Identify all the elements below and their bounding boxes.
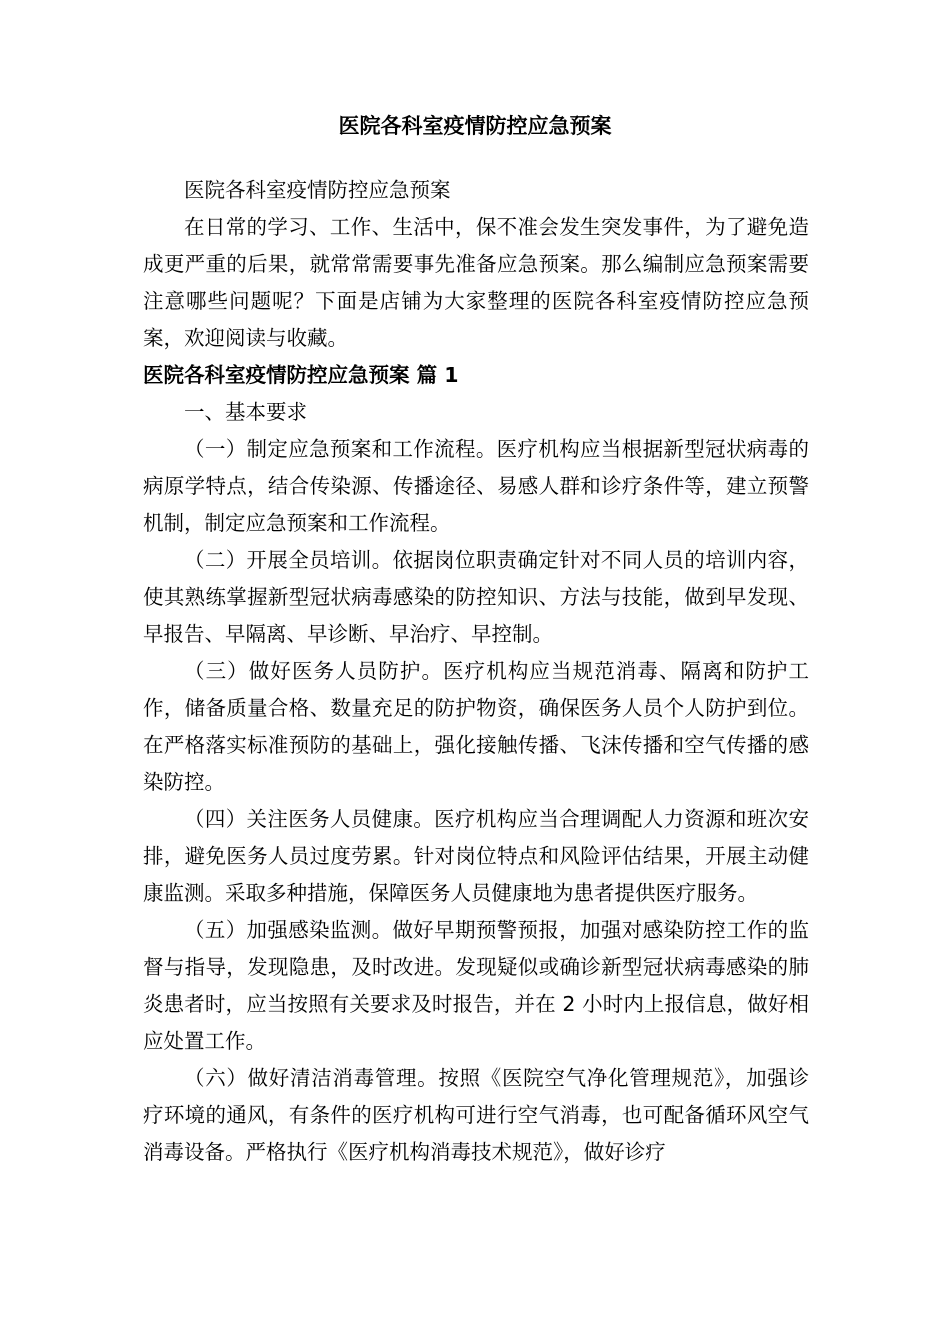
document-title: 医院各科室疫情防控应急预案 — [338, 114, 612, 138]
document-body — [143, 172, 809, 1171]
paragraph-item-5: （五）加强感染监测。做好早期预警预报，加强对感染防控工作的监督与指导，发现隐患，及时改进。发现疑似或确诊新型冠状病毒感染的肺炎患者时，应当按照有关要求及时报告，并在 2 小时内上报信息，做好相应处置工作。 — [143, 918, 809, 1053]
paragraph-item-4: （四）关注医务人员健康。医疗机构应当合理调配人力资源和班次安排，避免医务人员过度劳累。针对岗位特点和风险评估结果，开展主动健康监测。采取多种措施，保障医务人员健康地为患者提供医疗服务。 — [143, 807, 809, 905]
paragraph-intro: 在日常的学习、工作、生活中，保不准会发生突发事件，为了避免造成更严重的后果，就常常需要事先准备应急预案。那么编制应急预案需要注意哪些问题呢？下面是店铺为大家整理的医院各科室疫情防控应急预案，欢迎阅读与收藏。 — [143, 215, 809, 350]
section-heading: 医院各科室疫情防控应急预案 篇 1 — [143, 363, 459, 387]
paragraph-basic-requirements: 一、基本要求 — [184, 400, 307, 424]
paragraph-subtitle: 医院各科室疫情防控应急预案 — [184, 178, 451, 202]
paragraph-item-2: （二）开展全员培训。依据岗位职责确定针对不同人员的培训内容，使其熟练掌握新型冠状病毒感染的防控知识、方法与技能，做到早发现、早报告、早隔离、早诊断、早治疗、早控制。 — [143, 548, 809, 646]
paragraph-item-6: （六）做好清洁消毒管理。按照《医院空气净化管理规范》，加强诊疗环境的通风，有条件的医疗机构可进行空气消毒，也可配备循环风空气消毒设备。严格执行《医疗机构消毒技术规范》，做好诊疗 — [143, 1066, 809, 1164]
paragraph-item-1: （一）制定应急预案和工作流程。医疗机构应当根据新型冠状病毒的病原学特点，结合传染源、传播途径、易感人群和诊疗条件等，建立预警机制，制定应急预案和工作流程。 — [143, 437, 809, 535]
paragraph-item-3: （三）做好医务人员防护。医疗机构应当规范消毒、隔离和防护工作，储备质量合格、数量充足的防护物资，确保医务人员个人防护到位。在严格落实标准预防的基础上，强化接触传播、飞沫传播和空气传播的感染防控。 — [143, 659, 809, 794]
